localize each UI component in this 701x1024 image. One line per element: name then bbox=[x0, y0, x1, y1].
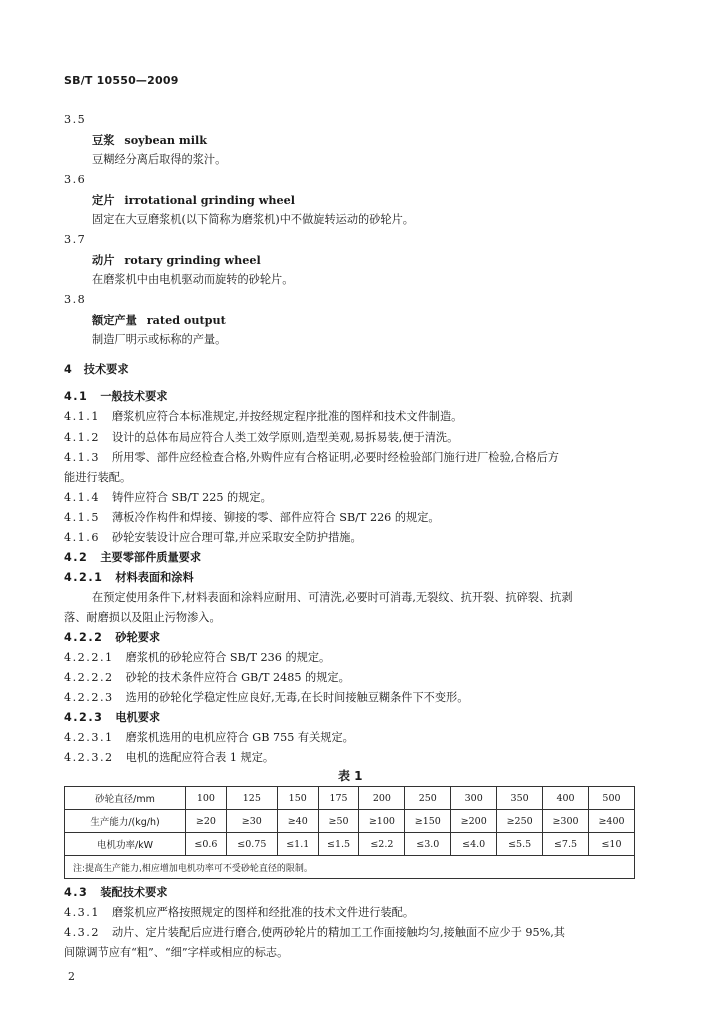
def-number: 3.7 bbox=[64, 233, 87, 246]
term-zh: 额定产量 bbox=[92, 314, 137, 327]
table-cell: ≤1.5 bbox=[318, 833, 359, 856]
clause: 4.1.6 砂轮安装设计应合理可靠,并应采取安全防护措施。 bbox=[64, 531, 362, 544]
table-cell: ≤5.5 bbox=[497, 833, 543, 856]
section-heading: 4 技术要求 bbox=[64, 363, 129, 376]
table-cell: 125 bbox=[226, 787, 277, 810]
table-cell: ≤4.0 bbox=[451, 833, 497, 856]
clause: 4.3.1 磨浆机应严格按照规定的图样和经批准的技术文件进行装配。 bbox=[64, 906, 415, 919]
table-row bbox=[65, 810, 635, 833]
table-cell: ≥400 bbox=[588, 810, 634, 833]
clause-continuation: 能进行装配。 bbox=[64, 471, 132, 484]
term-zh: 定片 bbox=[92, 194, 115, 207]
table-cell: ≤10 bbox=[588, 833, 634, 856]
table-cell: 150 bbox=[277, 787, 318, 810]
table-cell: ≥50 bbox=[318, 810, 359, 833]
table-cell: ≥100 bbox=[359, 810, 405, 833]
table-cell: 400 bbox=[543, 787, 589, 810]
table-cell: ≥150 bbox=[405, 810, 451, 833]
table-row bbox=[65, 833, 635, 856]
clause: 4.2.2.3 选用的砂轮化学稳定性应良好,无毒,在长时间接触豆糊条件下不变形。 bbox=[64, 691, 469, 704]
clause-continuation: 落、耐磨损以及阻止污物渗入。 bbox=[64, 611, 221, 624]
clause: 4.1.5 薄板冷作构件和焊接、铆接的零、部件应符合 SB/T 226 的规定。 bbox=[64, 511, 440, 524]
table-cell: 200 bbox=[359, 787, 405, 810]
table-cell: ≤0.75 bbox=[226, 833, 277, 856]
clause-heading: 4.3 装配技术要求 bbox=[64, 886, 168, 899]
def-text: 豆糊经分离后取得的浆汁。 bbox=[92, 153, 227, 166]
clause: 4.2.3.2 电机的选配应符合表 1 规定。 bbox=[64, 751, 275, 764]
def-term bbox=[92, 253, 261, 268]
table-cell: ≤3.0 bbox=[405, 833, 451, 856]
clause-heading: 4.1 一般技术要求 bbox=[64, 390, 168, 403]
clause-continuation: 间隙调节应有“粗”、“细”字样或相应的标志。 bbox=[64, 946, 289, 959]
term-en: soybean milk bbox=[124, 133, 207, 147]
table-cell: 100 bbox=[186, 787, 227, 810]
table-cell: ≤2.2 bbox=[359, 833, 405, 856]
table-cell: ≥40 bbox=[277, 810, 318, 833]
clause: 4.3.2 动片、定片装配后应进行磨合,使两砂轮片的精加工工作面接触均匀,接触面不应少于 95%,其 bbox=[64, 926, 565, 939]
clause: 4.1.3 所用零、部件应经检查合格,外购件应有合格证明,必要时经检验部门施行进厂检验,合格后方 bbox=[64, 451, 559, 464]
row-header: 生产能力/(kg/h) bbox=[65, 810, 186, 833]
clause: 4.1.1 磨浆机应符合本标准规定,并按经规定程序批准的图样和技术文件制造。 bbox=[64, 410, 463, 423]
standard-header: SB/T 10550—2009 bbox=[64, 74, 179, 87]
table-cell: ≥250 bbox=[497, 810, 543, 833]
table-cell: 500 bbox=[588, 787, 634, 810]
table-cell: ≤0.6 bbox=[186, 833, 227, 856]
clause: 4.2.2.1 磨浆机的砂轮应符合 SB/T 236 的规定。 bbox=[64, 651, 331, 664]
table-row bbox=[65, 787, 635, 810]
def-term bbox=[92, 313, 226, 328]
clause: 4.2.2.2 砂轮的技术条件应符合 GB/T 2485 的规定。 bbox=[64, 671, 350, 684]
clause-text: 在预定使用条件下,材料表面和涂料应耐用、可清洗,必要时可消毒,无裂纹、抗开裂、抗碎裂、抗剥 bbox=[92, 591, 573, 604]
clause-heading: 4.2.1 材料表面和涂料 bbox=[64, 571, 194, 584]
term-en: rotary grinding wheel bbox=[124, 253, 261, 267]
table-note-row bbox=[65, 856, 635, 879]
def-text: 制造厂明示或标称的产量。 bbox=[92, 333, 227, 346]
motor-selection-table bbox=[64, 786, 635, 879]
clause: 4.1.4 铸件应符合 SB/T 225 的规定。 bbox=[64, 491, 272, 504]
term-zh: 动片 bbox=[92, 254, 115, 267]
clause: 4.2.3.1 磨浆机选用的电机应符合 GB 755 有关规定。 bbox=[64, 731, 354, 744]
table-cell: 300 bbox=[451, 787, 497, 810]
def-number: 3.8 bbox=[64, 293, 87, 306]
row-header: 砂轮直径/mm bbox=[65, 787, 186, 810]
def-number: 3.5 bbox=[64, 113, 87, 126]
term-en: rated output bbox=[146, 313, 226, 327]
table-cell: ≥300 bbox=[543, 810, 589, 833]
clause-heading: 4.2.3 电机要求 bbox=[64, 711, 161, 724]
table-cell: ≥200 bbox=[451, 810, 497, 833]
def-text: 固定在大豆磨浆机(以下简称为磨浆机)中不做旋转运动的砂轮片。 bbox=[92, 213, 414, 226]
table-cell: 350 bbox=[497, 787, 543, 810]
def-text: 在磨浆机中由电机驱动而旋转的砂轮片。 bbox=[92, 273, 294, 286]
def-term bbox=[92, 133, 207, 148]
def-term bbox=[92, 193, 295, 208]
table-note: 注:提高生产能力,相应增加电机功率可不受砂轮直径的限制。 bbox=[65, 856, 635, 879]
clause-heading: 4.2 主要零部件质量要求 bbox=[64, 551, 202, 564]
table-cell: 175 bbox=[318, 787, 359, 810]
table-cell: ≤7.5 bbox=[543, 833, 589, 856]
term-en: irrotational grinding wheel bbox=[124, 193, 295, 207]
page-number: 2 bbox=[68, 970, 75, 983]
row-header: 电机功率/kW bbox=[65, 833, 186, 856]
table-cell: 250 bbox=[405, 787, 451, 810]
table-cell: ≤1.1 bbox=[277, 833, 318, 856]
table-cell: ≥30 bbox=[226, 810, 277, 833]
table-caption: 表 1 bbox=[338, 769, 363, 783]
def-number: 3.6 bbox=[64, 173, 87, 186]
clause-heading: 4.2.2 砂轮要求 bbox=[64, 631, 161, 644]
clause: 4.1.2 设计的总体布局应符合人类工效学原则,造型美观,易拆易装,便于清洗。 bbox=[64, 431, 459, 444]
table-cell: ≥20 bbox=[186, 810, 227, 833]
term-zh: 豆浆 bbox=[92, 134, 115, 147]
